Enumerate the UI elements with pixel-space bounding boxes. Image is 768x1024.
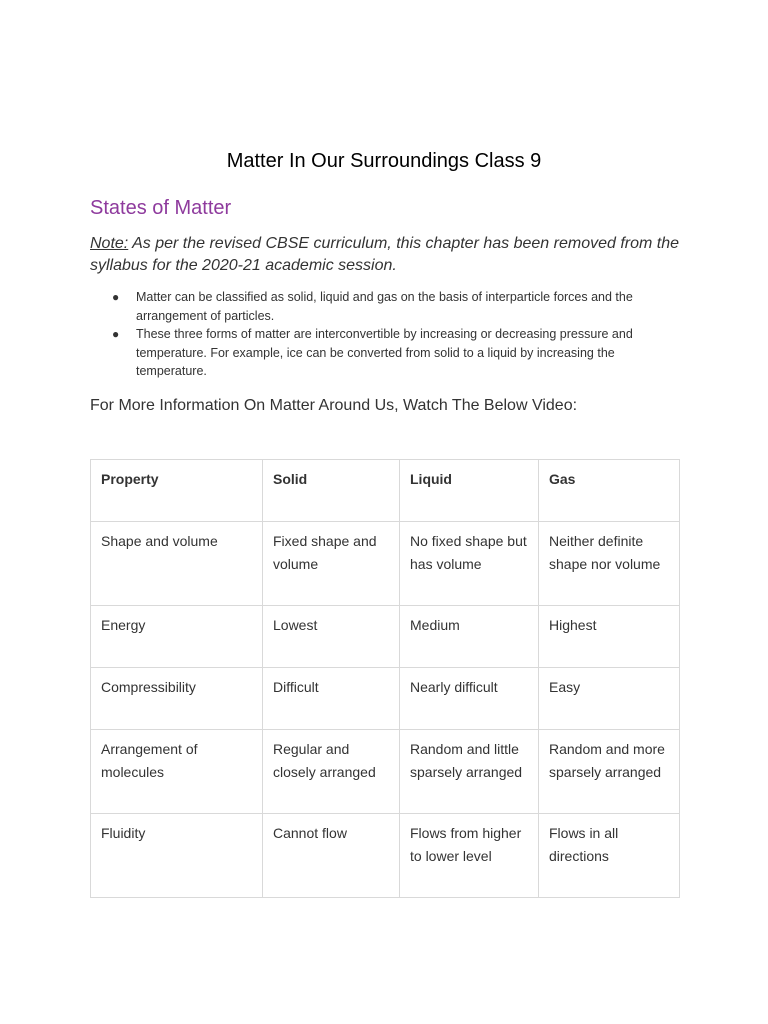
table-cell: Nearly difficult [400, 668, 539, 730]
bullet-item [90, 325, 680, 381]
bullet-item [90, 288, 680, 325]
table-cell: Energy [91, 606, 263, 668]
document-title: Matter In Our Surroundings Class 9 [226, 150, 542, 172]
table-cell: Medium [400, 606, 539, 668]
table-row [91, 730, 680, 814]
table-cell: Neither definite shape nor volume [539, 522, 680, 606]
section-heading: States of Matter [90, 197, 232, 219]
table-cell: Fluidity [91, 814, 263, 898]
table-cell: Highest [539, 606, 680, 668]
header-cell-property: Property [91, 460, 263, 522]
bullet-dot-icon: ● [112, 290, 120, 304]
note-paragraph [90, 233, 680, 277]
header-cell-gas: Gas [539, 460, 680, 522]
bullet-dot-icon: ● [112, 327, 120, 341]
header-cell-liquid: Liquid [400, 460, 539, 522]
table-cell: Difficult [263, 668, 400, 730]
header-cell-solid: Solid [263, 460, 400, 522]
table-cell: Fixed shape and volume [263, 522, 400, 606]
table-cell: No fixed shape but has volume [400, 522, 539, 606]
table-row [91, 522, 680, 606]
info-line: For More Information On Matter Around Us, Watch The Below Video: [90, 397, 578, 414]
table-cell: Random and more sparsely arranged [539, 730, 680, 814]
bullet-text: These three forms of matter are interconvertible by increasing or decreasing pressure and temperature. For example, ice can be converted from solid to a liquid by increasing the temperature. [136, 327, 633, 378]
table-cell: Cannot flow [263, 814, 400, 898]
table-cell: Easy [539, 668, 680, 730]
note-text: As per the revised CBSE curriculum, this chapter has been removed from the syllabus for the 2020-21 academic session. [90, 235, 680, 274]
properties-table [90, 459, 680, 898]
table-cell: Random and little sparsely arranged [400, 730, 539, 814]
table-row [91, 668, 680, 730]
table-cell: Flows in all directions [539, 814, 680, 898]
table-cell: Shape and volume [91, 522, 263, 606]
bullet-list [90, 288, 680, 381]
bullet-text: Matter can be classified as solid, liquid and gas on the basis of interparticle forces and the arrangement of particles. [136, 290, 633, 323]
table-cell: Flows from higher to lower level [400, 814, 539, 898]
table-cell: Arrangement of molecules [91, 730, 263, 814]
table-header-row [91, 460, 680, 522]
table-row [91, 606, 680, 668]
table-cell: Lowest [263, 606, 400, 668]
note-label: Note: [90, 235, 129, 252]
table-cell: Regular and closely arranged [263, 730, 400, 814]
table-row [91, 814, 680, 898]
table-cell: Compressibility [91, 668, 263, 730]
